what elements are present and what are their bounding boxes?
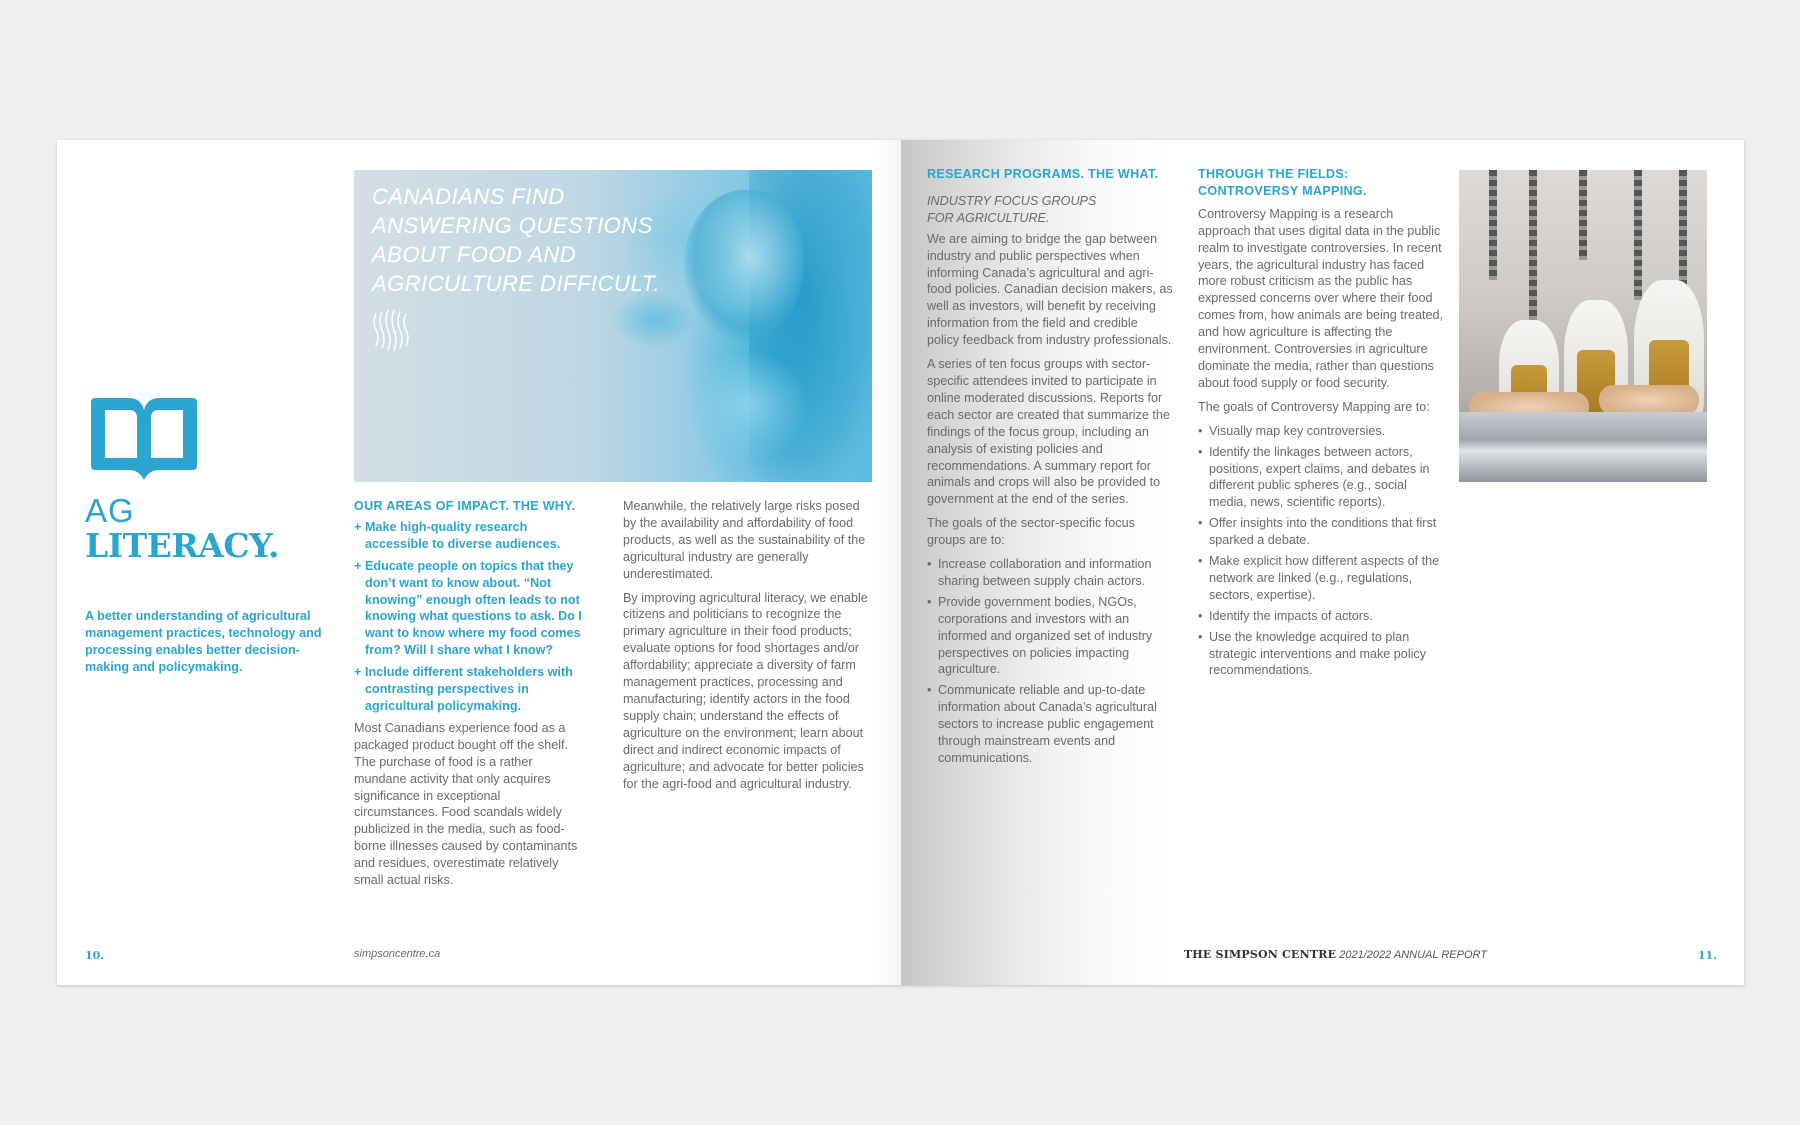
section-title — [85, 492, 279, 565]
gutter-shadow — [869, 140, 901, 985]
list-item: • Communicate reliable and up-to-date information about Canada’s agricultural sectors to increase public engagement through mainstream events and communications. — [927, 683, 1157, 765]
left-column-1 — [354, 498, 584, 896]
body-paragraph: A series of ten focus groups with sector-specific attendees invited to participate in online moderated discussions. Reports for each sector are created that summarize the findings of the focus group, including an analysis of existing policies and recommendations. A summary report for animals and crops will also be provided to government at the end of the series. — [927, 357, 1170, 507]
footer-org: THE SIMPSON CENTRE — [1183, 948, 1337, 961]
body-paragraph: Most Canadians experience food as a packaged product bought off the shelf. The purchase of food is a rather mundane activity that only acquires significance in exceptional circumstances. Food scandals widely publicized in the media, such as food-borne illnesses caused by contaminants and residues, overestimate relatively small actual risks. — [354, 720, 578, 888]
hero-image — [354, 170, 872, 482]
body-paragraph: The goals of the sector-specific focus groups are to: — [927, 516, 1135, 548]
bullet-marker: • — [927, 683, 932, 698]
focus-goals-list — [927, 556, 1173, 767]
list-item: + Include different stakeholders with contrasting perspectives in agricultural policymaking. — [354, 665, 573, 713]
footer-report-title: 2021/2022 ANNUAL REPORT — [1339, 949, 1487, 961]
list-item: • Identify the impacts of actors. — [1198, 608, 1373, 623]
body-paragraph: Meanwhile, the relatively large risks posed by the availability and affordability of food products, as well as the sustainability of the agricultural industry are generally underestimated. — [623, 499, 866, 581]
bullet-marker: • — [927, 557, 932, 572]
plus-marker: + — [354, 665, 362, 680]
controversy-heading-line2: CONTROVERSY MAPPING. — [1198, 183, 1367, 198]
intro-text: A better understanding of agricultural management practices, technology and processing enables better decision-making and policymaking. — [85, 609, 322, 674]
brochure-spread — [57, 140, 1744, 985]
footer-report — [1184, 948, 1487, 961]
list-item: • Visually map key controversies. — [1198, 423, 1386, 438]
bullet-marker: • — [1198, 608, 1203, 623]
left-page — [57, 140, 901, 985]
bullet-marker: • — [1198, 629, 1203, 644]
conveyor-rail — [1459, 412, 1707, 482]
research-subheading: INDUSTRY FOCUS GROUPS FOR AGRICULTURE. — [927, 193, 1097, 225]
processing-plant-photo — [1459, 170, 1707, 482]
bullet-marker: • — [1198, 554, 1203, 569]
impact-heading: OUR AREAS OF IMPACT. THE WHY. — [354, 499, 576, 513]
body-paragraph: The goals of Controversy Mapping are to: — [1198, 399, 1430, 414]
page-number-left: 10. — [85, 949, 105, 962]
body-paragraph: By improving agricultural literacy, we enable citizens and politicians to recognize the primary agriculture in their food products; evaluate options for food shortages and/or affordability; appreciate a diversity of farm management practices, processing and manufacturing; identify actors in the food supply chain; understand the effects of agriculture on the environment; learn about direct and indirect economic impacts of agriculture; and advocate for better policies for the agri-food and agricultural industry. — [623, 590, 868, 791]
controversy-goals-list — [1198, 423, 1446, 680]
list-item: • Offer insights into the conditions that first sparked a debate. — [1198, 516, 1437, 548]
book-icon — [85, 392, 203, 482]
left-column-2 — [623, 498, 875, 799]
right-page — [901, 140, 1744, 985]
bullet-marker: • — [1198, 516, 1203, 531]
wave-icon — [370, 308, 414, 352]
page-number-right: 11. — [1697, 949, 1717, 962]
hero-photo-face — [684, 190, 804, 340]
list-item: + Make high-quality research accessible to diverse audiences. — [354, 519, 561, 551]
right-column-1 — [927, 166, 1173, 771]
research-heading: RESEARCH PROGRAMS. THE WHAT. — [927, 167, 1159, 181]
hero-photo-hand — [689, 350, 809, 460]
list-item: • Use the knowledge acquired to plan strategic interventions and make policy recommendations. — [1198, 629, 1427, 678]
hero-quote: CANADIANS FIND ANSWERING QUESTIONS ABOUT FOOD AND AGRICULTURE DIFFICULT. — [372, 184, 661, 296]
bullet-marker: • — [1198, 423, 1203, 438]
bullet-marker: • — [927, 594, 932, 609]
right-column-2 — [1198, 166, 1446, 683]
list-item: • Provide government bodies, NGOs, corporations and investors with an informed and organized set of industry perspectives on policies impacting agriculture. — [927, 594, 1153, 677]
list-item: • Identify the linkages between actors, positions, expert claims, and debates in different public spheres (e.g., social media, news, scientific reports). — [1198, 444, 1430, 510]
controversy-heading-line1: THROUGH THE FIELDS: — [1198, 167, 1349, 181]
body-paragraph: Controversy Mapping is a research approach that uses digital data in the public realm to investigate controversies. In recent years, the agricultural industry has faced more robust criticism as the public has expressed concerns over where their food comes from, how animals are being treated, and how agriculture is affecting the environment. Controversies in agriculture dominate the media, rather than questions about food supply or food security. — [1198, 206, 1443, 390]
bullet-marker: • — [1198, 444, 1203, 459]
plus-marker: + — [354, 519, 362, 534]
body-paragraph: We are aiming to bridge the gap between industry and public perspectives when informing Canada’s agricultural and agri-food policies. Canadian decision makers, as well as investors, will benefit by receiving information from the field and credible policy feedback from industry professionals. — [927, 231, 1173, 348]
impact-list — [354, 519, 584, 715]
list-item: • Make explicit how different aspects of the network are linked (e.g., regulations, sectors, expertise). — [1198, 554, 1440, 602]
list-item: • Increase collaboration and information sharing between supply chain actors. — [927, 557, 1152, 588]
list-item: + Educate people on topics that they don’t want to know about. “Not knowing” enough often leads to not knowing what questions to ask. Do I want to know where my food comes from? Will I share what I know? — [354, 558, 582, 658]
section-title-line1: AG — [85, 492, 135, 529]
plus-marker: + — [354, 558, 362, 573]
controversy-heading — [1198, 166, 1446, 200]
footer-url[interactable]: simpsoncentre.ca — [354, 948, 441, 960]
section-title-line2: LITERACY. — [85, 526, 279, 565]
